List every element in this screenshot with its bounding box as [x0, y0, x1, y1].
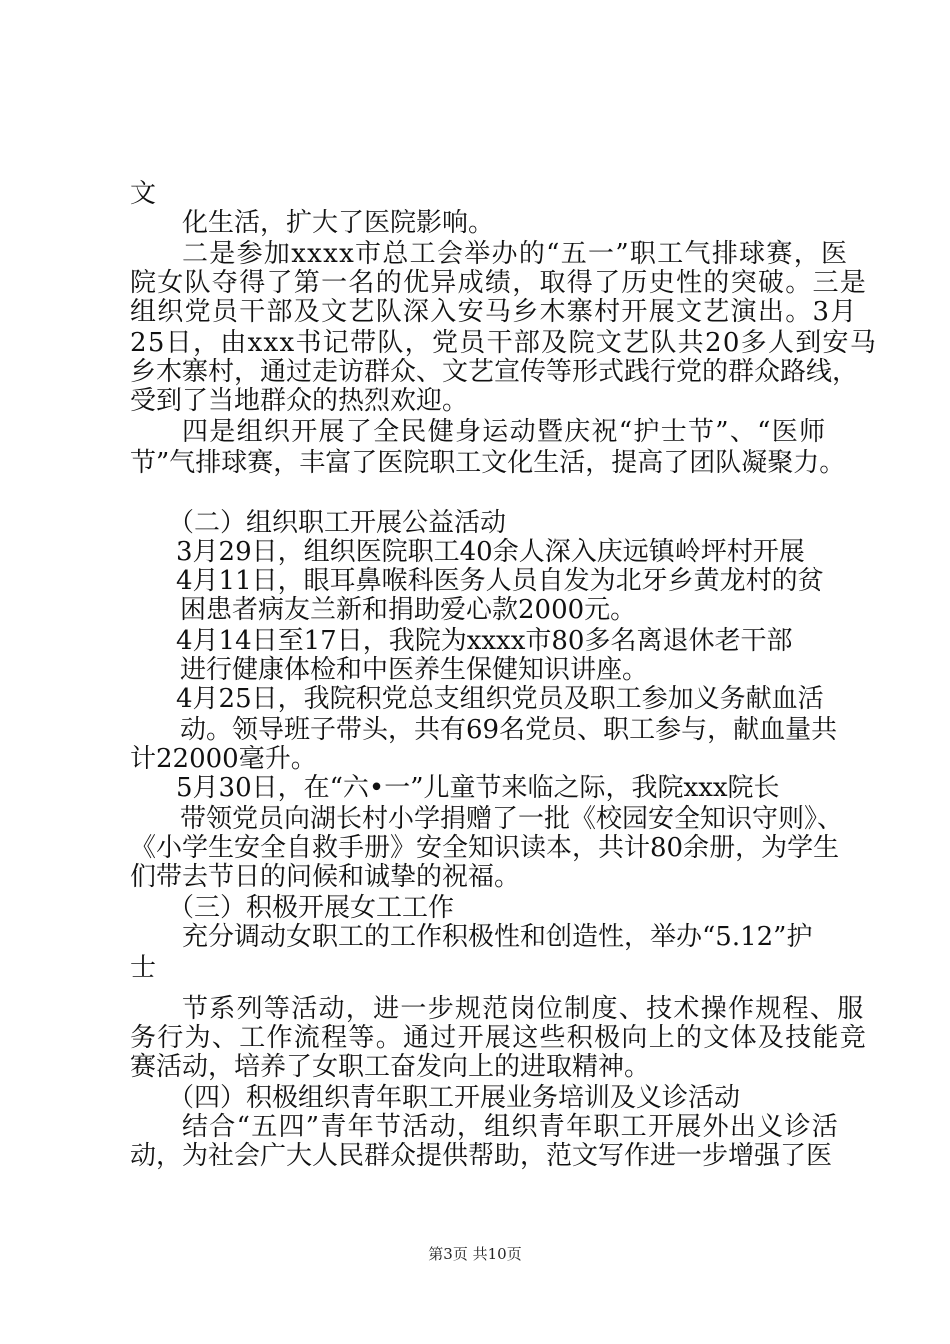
text-line: 5月30日，在“六•一”儿童节来临之际，我院xxx院长 — [176, 773, 780, 803]
text-line: 动。领导班子带头，共有69名党员、职工参与，献血量共 — [180, 715, 838, 745]
text-line: 带领党员向湖长村小学捐赠了一批《校园安全知识守则》、 — [180, 804, 844, 834]
text-line: 进行健康体检和中医养生保健知识讲座。 — [180, 655, 649, 685]
text-line: 4月25日，我院积党总支组织党员及职工参加义务献血活 — [176, 684, 824, 714]
section-heading: （二）组织职工开展公益活动 — [168, 508, 507, 538]
text-line: 3月29日，组织医院职工40余人深入庆远镇岭坪村开展 — [176, 537, 805, 567]
text-line: 化生活，扩大了医院影响。 — [182, 208, 495, 238]
text-line: 25日，由xxx书记带队，党员干部及院文艺队共20多人到安马 — [130, 328, 878, 358]
text-line: 院女队夺得了第一名的优异成绩，取得了历史性的突破。三是 — [130, 268, 868, 298]
text-line: 4月14日至17日，我院为xxxx市80多名离退休老干部 — [176, 626, 793, 656]
text-line: 困患者病友兰新和捐助爱心款2000元。 — [180, 595, 637, 625]
text-line: 们带去节日的问候和诚挚的祝福。 — [130, 862, 521, 892]
text-line: 二是参加xxxx市总工会举办的“五一”职工气排球赛，医 — [182, 239, 849, 269]
text-line: 4月11日，眼耳鼻喉科医务人员自发为北牙乡黄龙村的贫 — [176, 566, 824, 596]
text-line: 计22000毫升。 — [130, 744, 317, 774]
text-line: 充分调动女职工的工作积极性和创造性，举办“5.12”护 — [182, 922, 813, 952]
text-line: 文 — [130, 179, 157, 209]
text-line: 节”气排球赛，丰富了医院职工文化生活，提高了团队凝聚力。 — [130, 448, 846, 478]
text-line: 结合“五四”青年节活动，组织青年职工开展外出义诊活 — [182, 1112, 840, 1142]
text-line: 动，为社会广大人民群众提供帮助，范文写作进一步增强了医 — [130, 1141, 833, 1171]
text-line: 务行为、工作流程等。通过开展这些积极向上的文体及技能竞 — [130, 1023, 868, 1053]
text-line: 士 — [130, 953, 157, 983]
text-line: 赛活动，培养了女职工奋发向上的进取精神。 — [130, 1052, 651, 1082]
text-line: 节系列等活动，进一步规范岗位制度、技术操作规程、服 — [182, 994, 865, 1024]
section-heading: （四）积极组织青年职工开展业务培训及义诊活动 — [168, 1083, 741, 1113]
text-line: 受到了当地群众的热烈欢迎。 — [130, 386, 469, 416]
text-line: 乡木寨村，通过走访群众、文艺宣传等形式践行党的群众路线， — [130, 357, 859, 387]
text-line: 《小学生安全自救手册》安全知识读本，共计80余册，为学生 — [130, 833, 840, 863]
text-line: 组织党员干部及文艺队深入安马乡木寨村开展文艺演出。3月 — [130, 297, 858, 327]
text-line: 四是组织开展了全民健身运动暨庆祝“护士节”、“医师 — [182, 417, 827, 447]
page-footer: 第3页 共10页 — [428, 1245, 522, 1263]
section-heading: （三）积极开展女工工作 — [168, 893, 455, 923]
